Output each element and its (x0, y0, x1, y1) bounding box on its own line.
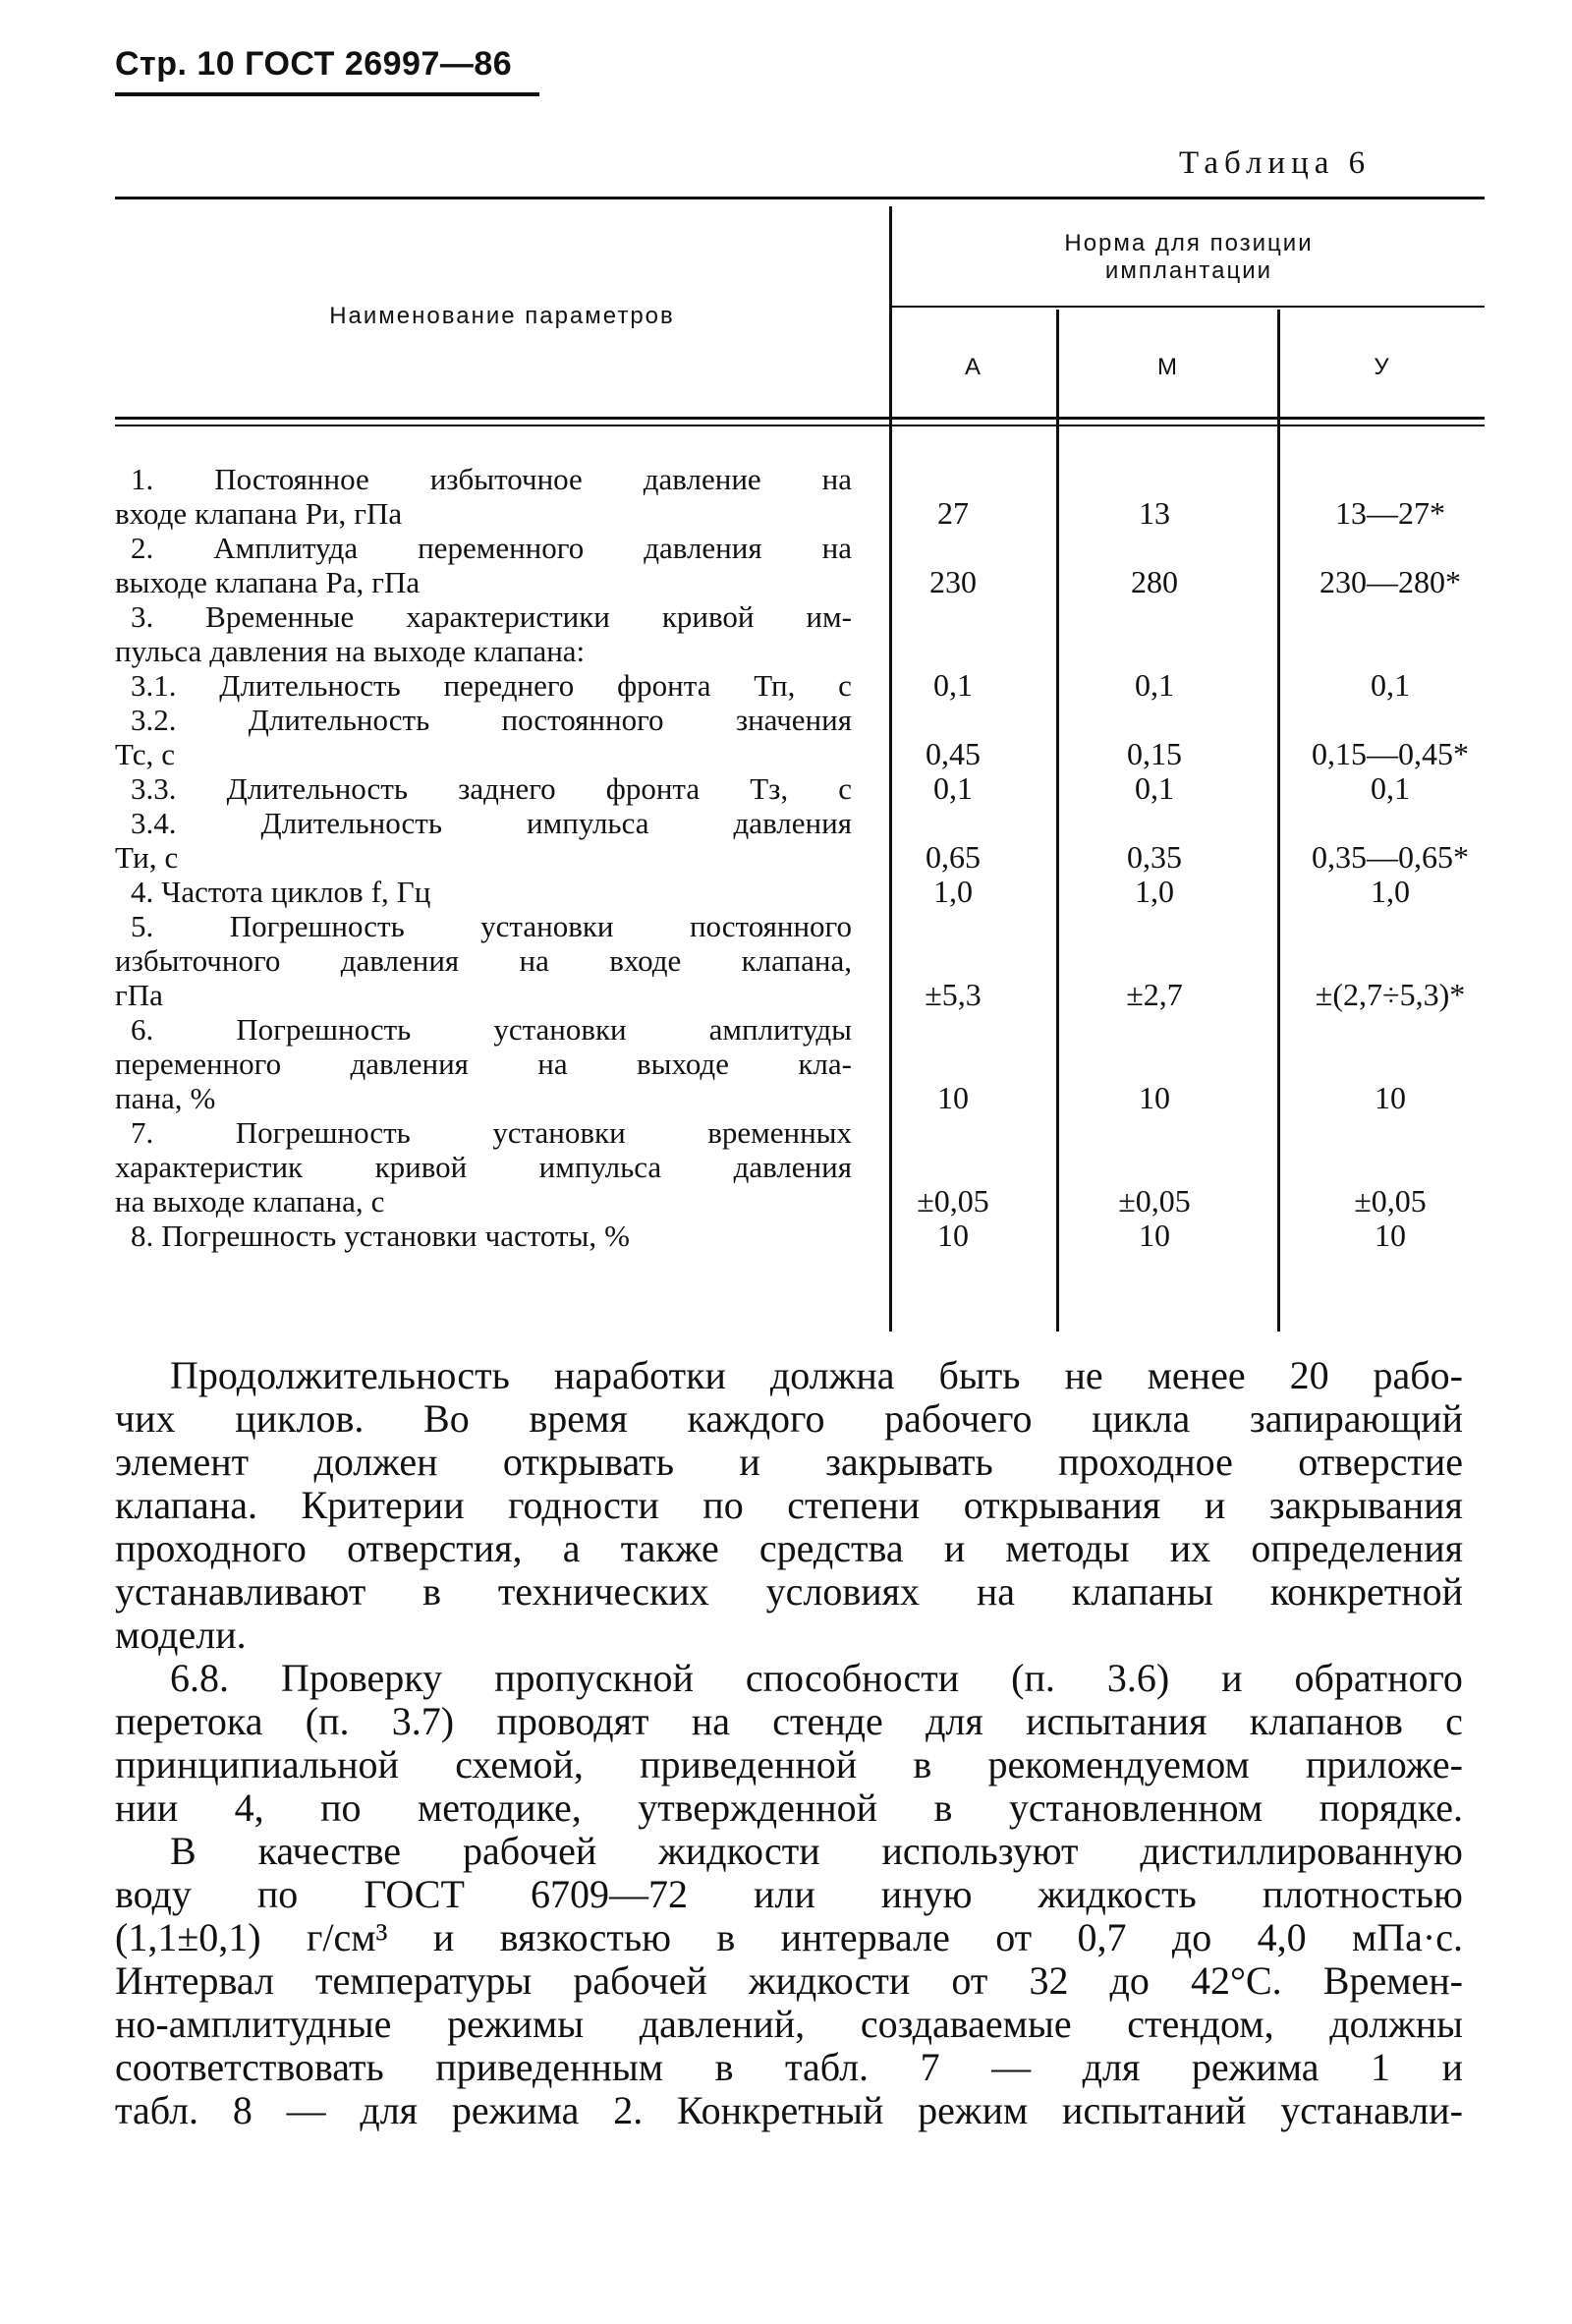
param-column-header: Наименование параметров (329, 303, 675, 329)
body-paragraph (115, 1830, 1463, 2132)
value-m: 0,35 (1127, 839, 1182, 875)
value-a: 10 (937, 1080, 969, 1115)
subheader-u: У (1374, 354, 1391, 380)
body-line: Продолжительность наработки должна быть не менее 20 рабо- (170, 1353, 1463, 1397)
subheader-a: А (964, 354, 982, 380)
param-line: переменного давления на выходе кла- (115, 1047, 852, 1081)
value-u: 13—27* (1335, 495, 1445, 531)
param-line: 7. Погрешность установки временных (131, 1115, 852, 1150)
body-line: (1,1±0,1) г/см³ и вязкостью в интервале от 0,7 до 4,0 мПа·с. (115, 1915, 1463, 1959)
value-u: 0,15—0,45* (1312, 736, 1469, 771)
param-row (115, 703, 852, 771)
param-line: пульса давления на выходе клапана: (115, 634, 586, 668)
param-line: 3.1. Длительность переднего фронта Тп, с (131, 668, 852, 703)
value-a: ±5,3 (925, 977, 982, 1012)
value-a: 10 (937, 1218, 969, 1253)
body-line: Интервал температуры рабочей жидкости от 32 до 42°С. Времен- (115, 1958, 1463, 2003)
value-a: 0,1 (933, 770, 973, 806)
value-u: 1,0 (1371, 874, 1410, 909)
body-line: нии 4, по методике, утвержденной в установленном порядке. (115, 1786, 1463, 1830)
value-u: ±0,05 (1354, 1183, 1427, 1219)
body-line: модели. (115, 1613, 247, 1657)
value-m: 1,0 (1135, 874, 1174, 909)
body-line: устанавливают в технических условиях на клапаны конкретной (115, 1569, 1463, 1614)
value-a: 27 (937, 495, 969, 531)
header-rule (115, 92, 539, 96)
value-a: ±0,05 (917, 1183, 989, 1219)
value-a: 230 (929, 564, 977, 599)
value-u: ±(2,7÷5,3)* (1315, 977, 1466, 1012)
body-line: клапана. Критерии годности по степени открывания и закрывания (115, 1483, 1463, 1527)
param-row (115, 1012, 852, 1115)
param-line: Тс, с (115, 737, 176, 771)
value-a: 0,1 (933, 667, 973, 703)
param-line: 3.2. Длительность постоянного значения (131, 703, 852, 737)
param-line: характеристик кривой импульса давления (115, 1150, 852, 1184)
body-line: но-амплитудные режимы давлений, создаваемые стендом, должны (115, 2002, 1463, 2046)
value-u: 0,1 (1371, 770, 1410, 806)
table-caption: Таблица 6 (1179, 145, 1372, 181)
param-row (115, 599, 852, 668)
body-line: проходного отверстия, а также средства и методы их определения (115, 1526, 1463, 1570)
param-line: на выходе клапана, с (115, 1184, 385, 1219)
param-row (115, 771, 852, 806)
value-u: 10 (1375, 1218, 1406, 1253)
param-line: выходе клапана Ра, гПа (115, 565, 421, 599)
param-line: 8. Погрешность установки частоты, % (131, 1219, 630, 1253)
table-top-rule (115, 197, 1485, 199)
value-m: 0,15 (1127, 736, 1182, 771)
norm-sub-rule (891, 306, 1485, 308)
param-row (115, 806, 852, 875)
value-m: 10 (1139, 1080, 1170, 1115)
param-line: входе клапана Ри, гПа (115, 496, 403, 531)
param-line: 3. Временные характеристики кривой им- (131, 599, 852, 634)
value-m: 13 (1139, 495, 1170, 531)
value-m: ±2,7 (1126, 977, 1183, 1012)
value-a: 1,0 (933, 874, 973, 909)
param-row (115, 909, 852, 1012)
body-line: соответствовать приведенным в табл. 7 — для режима 1 и (115, 2045, 1463, 2089)
body-line: чих циклов. Во время каждого рабочего цикла запирающий (115, 1396, 1463, 1441)
value-m: 0,1 (1135, 770, 1174, 806)
param-line: 2. Амплитуда переменного давления на (131, 531, 852, 565)
param-row (115, 462, 852, 531)
param-line: 4. Частота циклов f, Гц (131, 875, 431, 909)
body-line: 6.8. Проверку пропускной способности (п. 3.6) и обратного (170, 1656, 1463, 1700)
param-row (115, 531, 852, 599)
param-line: Ти, с (115, 840, 179, 875)
subheader-m: М (1157, 354, 1179, 380)
param-line: пана, % (115, 1081, 216, 1115)
body-paragraph (115, 1354, 1463, 1657)
value-m: ±0,05 (1118, 1183, 1191, 1219)
param-row (115, 1115, 852, 1219)
value-a: 0,45 (926, 736, 981, 771)
param-line: 6. Погрешность установки амплитуды (131, 1012, 852, 1047)
body-line: воду по ГОСТ 6709—72 или иную жидкость плотностью (115, 1872, 1463, 1916)
value-m: 10 (1139, 1218, 1170, 1253)
table-col-divider-2 (1056, 310, 1059, 1332)
param-line: 5. Погрешность установки постоянного (131, 909, 852, 943)
table-col-divider-3 (1277, 310, 1280, 1332)
param-row (115, 668, 852, 703)
value-a: 0,65 (926, 839, 981, 875)
param-row (115, 875, 852, 909)
param-row (115, 1219, 852, 1253)
param-line: 1. Постоянное избыточное давление на (131, 462, 852, 496)
page-header: Стр. 10 ГОСТ 26997—86 (115, 45, 513, 83)
value-u: 0,1 (1371, 667, 1410, 703)
parameter-list (115, 462, 852, 1253)
body-line: В качестве рабочей жидкости используют дистиллированную (170, 1829, 1463, 1873)
value-m: 0,1 (1135, 667, 1174, 703)
value-u: 230—280* (1319, 564, 1461, 599)
param-line: 3.3. Длительность заднего фронта Тз, с (131, 771, 852, 806)
param-line: 3.4. Длительность импульса давления (131, 806, 852, 840)
body-paragraph (115, 1657, 1463, 1830)
value-m: 280 (1131, 564, 1178, 599)
norm-column-header: Норма для позиции имплантации (1064, 230, 1314, 284)
param-line: избыточного давления на входе клапана, (115, 943, 852, 978)
body-line: принципиальной схемой, приведенной в рекомендуемом приложе- (115, 1742, 1463, 1786)
body-text (115, 1354, 1463, 2132)
value-u: 0,35—0,65* (1312, 839, 1469, 875)
body-line: элемент должен открывать и закрывать проходное отверстие (115, 1440, 1463, 1484)
body-line: перетока (п. 3.7) проводят на стенде для испытания клапанов с (115, 1699, 1463, 1743)
value-u: 10 (1375, 1080, 1406, 1115)
body-line: табл. 8 — для режима 2. Конкретный режим испытаний устанавли- (115, 2088, 1463, 2132)
param-line: гПа (115, 978, 163, 1012)
